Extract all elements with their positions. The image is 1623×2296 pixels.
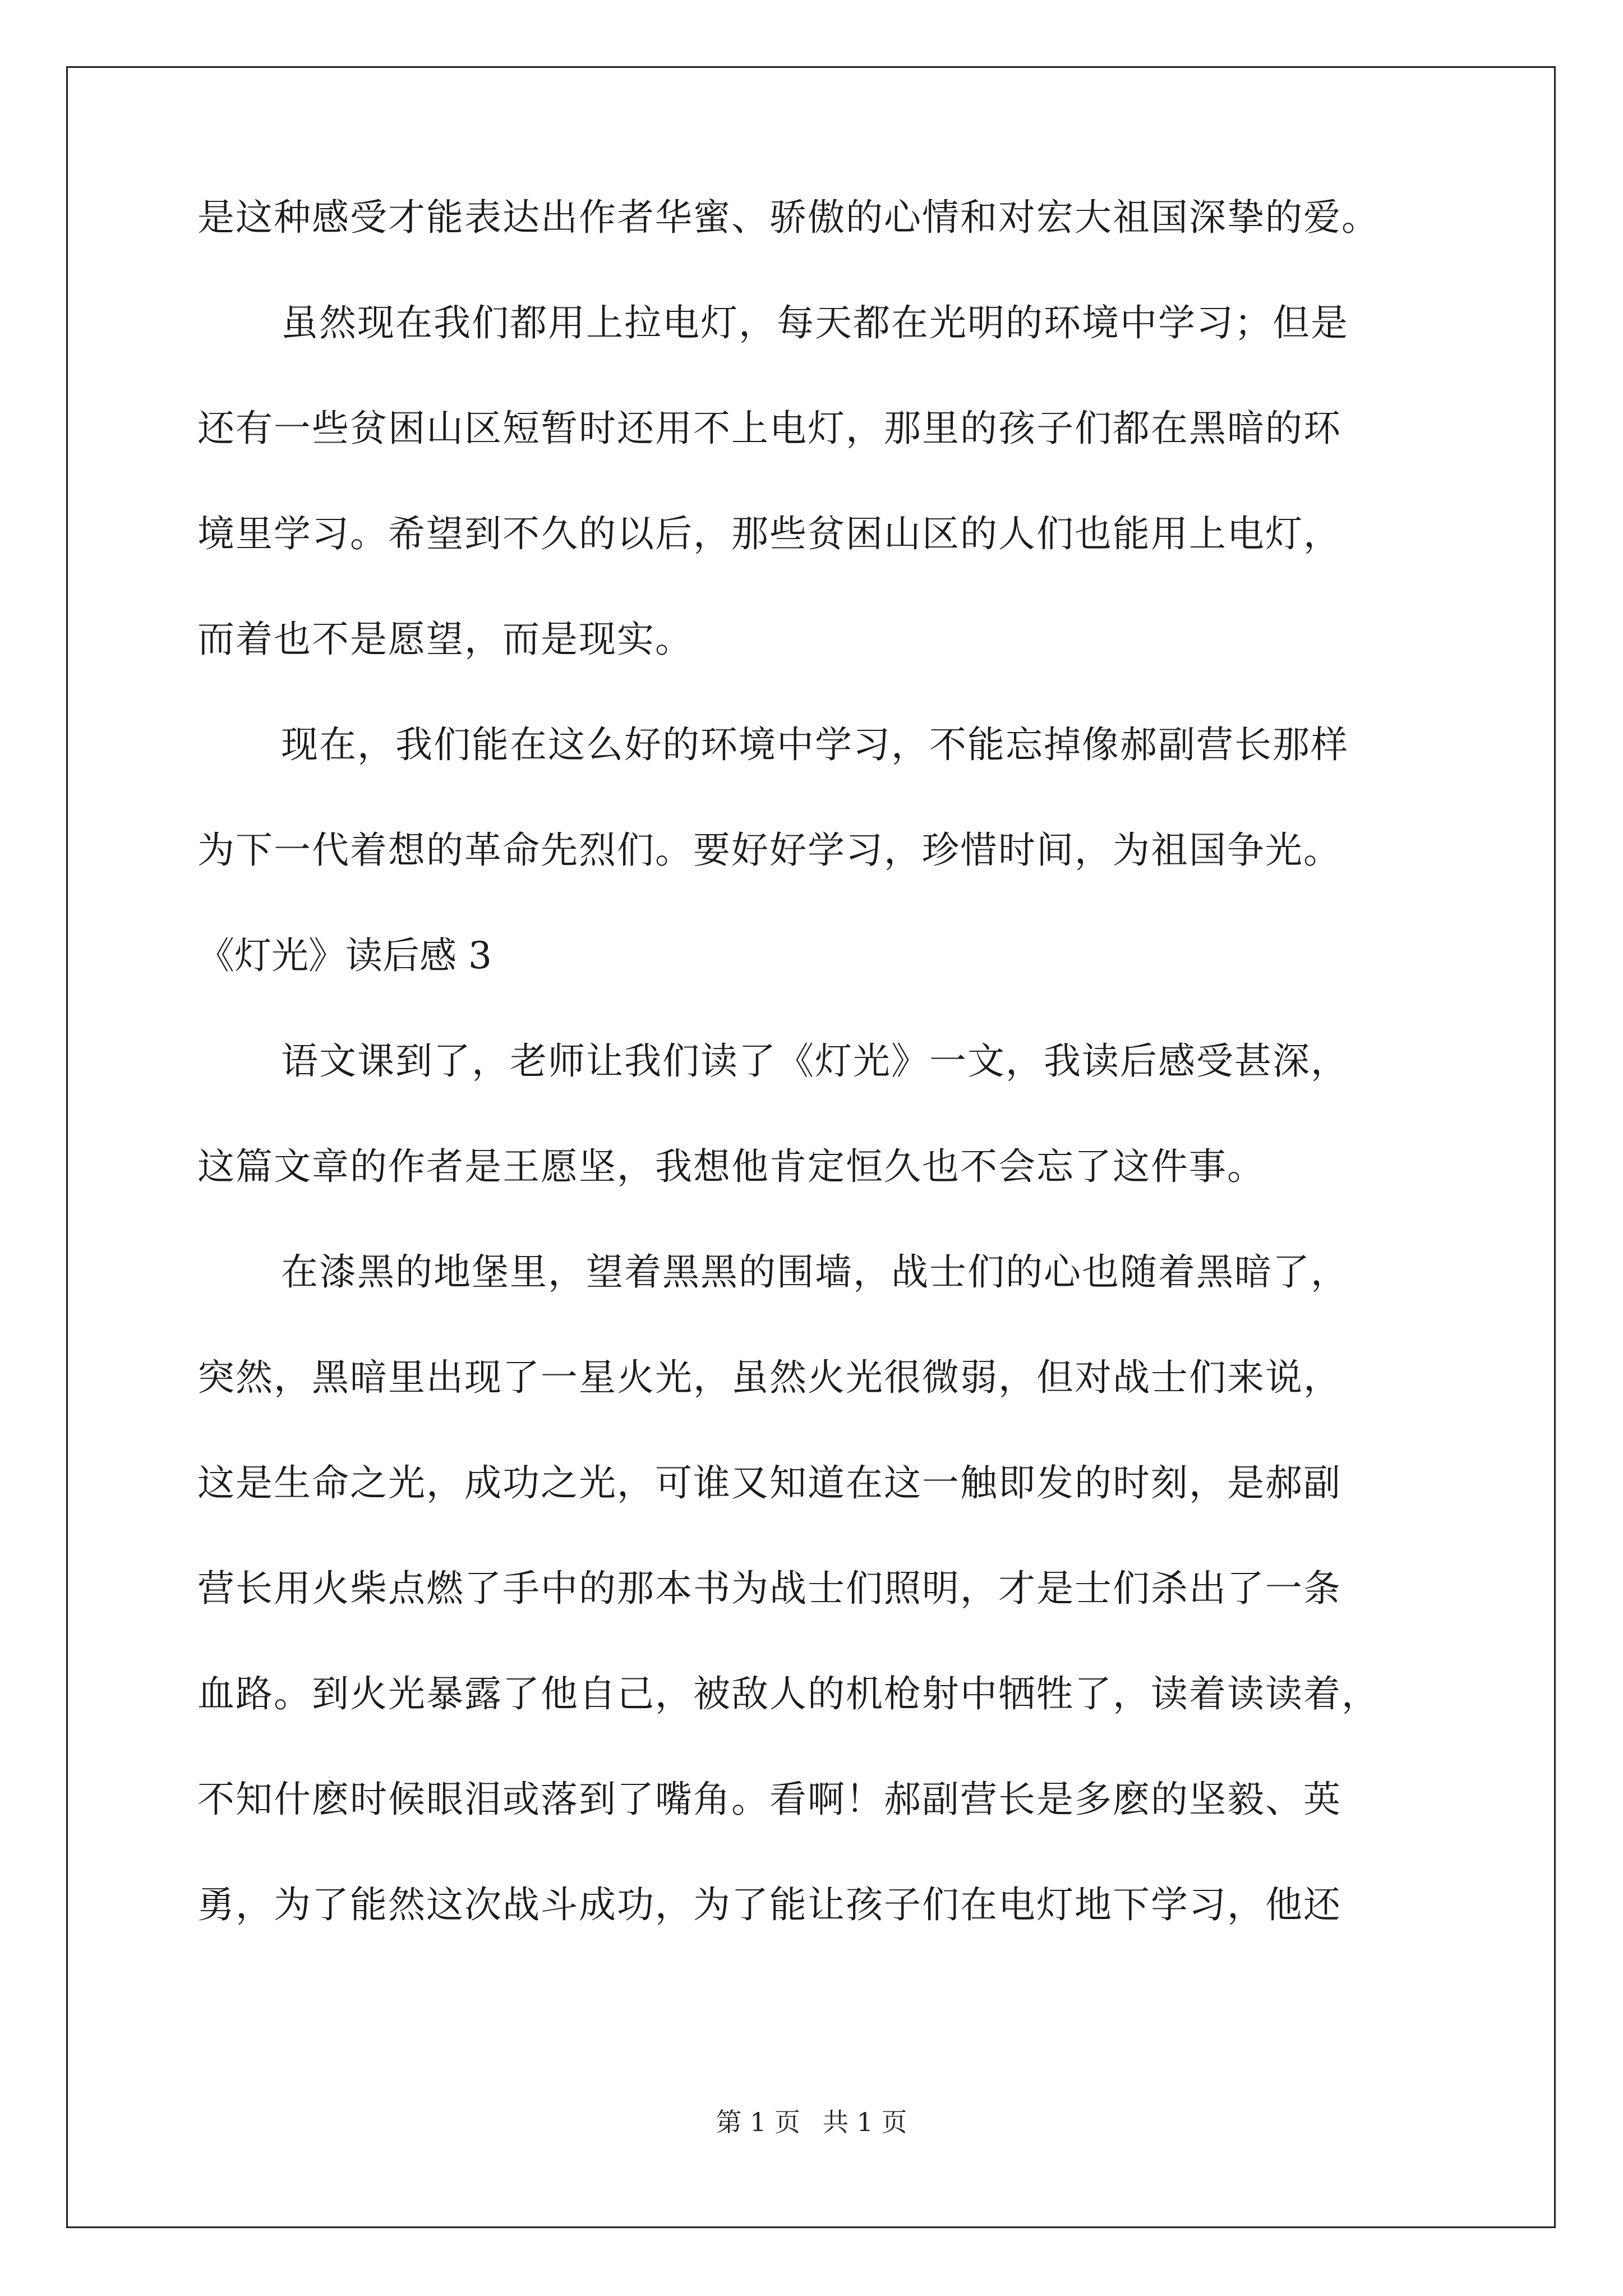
text-line: 突然，黑暗里出现了一星火光，虽然火光很微弱，但对战士们来说，	[197, 1356, 1341, 1399]
page-number: 第 1 页	[716, 2107, 800, 2137]
page-footer	[0, 2109, 1623, 2135]
text-line: 虽然现在我们都用上拉电灯，每天都在光明的环境中学习；但是	[281, 301, 1349, 344]
text-line: 血路。到火光暴露了他自己，被敌人的机枪射中牺牲了，读着读读着，	[197, 1672, 1380, 1715]
text-line: 这篇文章的作者是王愿坚，我想他肯定恒久也不会忘了这件事。	[197, 1145, 1265, 1188]
text-line: 现在，我们能在这么好的环境中学习，不能忘掉像郝副营长那样	[281, 723, 1349, 766]
text-line: 是这种感受才能表达出作者华蜜、骄傲的心情和对宏大祖国深挚的爱。	[197, 196, 1380, 239]
text-line: 而着也不是愿望，而是现实。	[197, 618, 693, 661]
text-line: 还有一些贫困山区短暂时还用不上电灯，那里的孩子们都在黑暗的环	[197, 407, 1341, 450]
document-body	[197, 196, 1454, 1992]
text-line: 为下一代着想的革命先烈们。要好好学习，珍惜时间，为祖国争光。	[197, 829, 1341, 872]
text-line: 在漆黑的地堡里，望着黑黑的围墙，战士们的心也随着黑暗了，	[281, 1250, 1349, 1294]
section-heading: 《灯光》读后感 3	[197, 934, 492, 977]
text-line: 这是生命之光，成功之光，可谁又知道在这一触即发的时刻，是郝副	[197, 1461, 1341, 1504]
text-line: 营长用火柴点燃了手中的那本书为战士们照明，才是士们杀出了一条	[197, 1567, 1341, 1610]
text-line: 境里学习。希望到不久的以后，那些贫困山区的人们也能用上电灯，	[197, 512, 1341, 555]
text-line: 不知什麽时候眼泪或落到了嘴角。看啊！郝副营长是多麽的坚毅、英	[197, 1778, 1341, 1821]
text-line: 勇，为了能然这次战斗成功，为了能让孩子们在电灯地下学习，他还	[197, 1883, 1341, 1926]
page-total: 共 1 页	[823, 2107, 907, 2137]
text-line: 语文课到了，老师让我们读了《灯光》一文，我读后感受甚深，	[281, 1039, 1349, 1083]
